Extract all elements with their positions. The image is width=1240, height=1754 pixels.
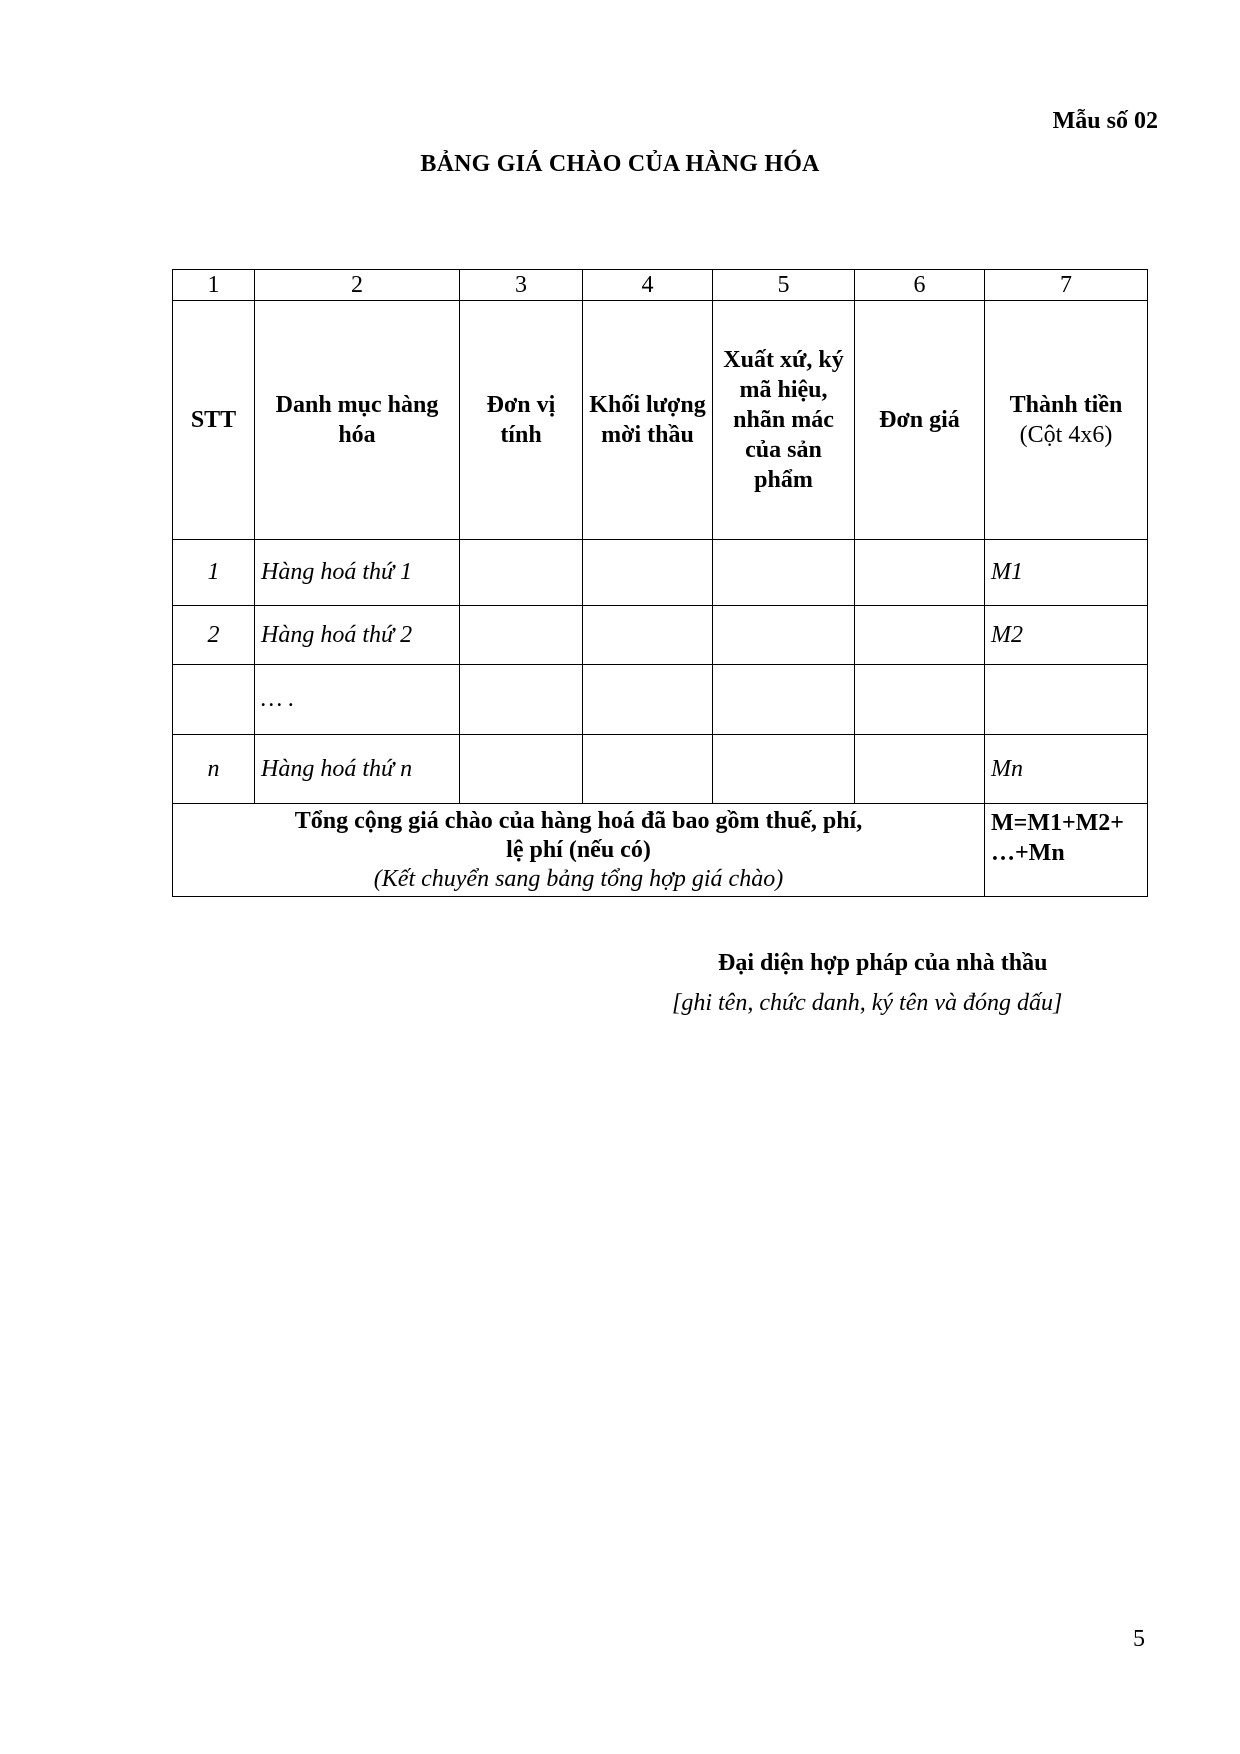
header-unit-price: Đơn giá bbox=[855, 301, 985, 540]
row-origin bbox=[713, 735, 855, 804]
row-quantity bbox=[583, 735, 713, 804]
total-label bbox=[173, 804, 985, 897]
row-quantity bbox=[583, 665, 713, 735]
header-amount bbox=[985, 301, 1148, 540]
row-amount: M2 bbox=[985, 606, 1148, 665]
total-row bbox=[173, 804, 1148, 897]
row-stt: 1 bbox=[173, 540, 255, 606]
header-stt: STT bbox=[173, 301, 255, 540]
column-number: 5 bbox=[713, 270, 855, 301]
price-table bbox=[172, 269, 1148, 897]
column-number: 6 bbox=[855, 270, 985, 301]
header-quantity: Khối lượng mời thầu bbox=[583, 301, 713, 540]
column-number: 7 bbox=[985, 270, 1148, 301]
column-number: 2 bbox=[255, 270, 460, 301]
table-row bbox=[173, 735, 1148, 804]
total-label-line: lệ phí (nếu có) bbox=[506, 836, 651, 863]
row-item: Hàng hoá thứ n bbox=[255, 735, 460, 804]
signature-note: [ghi tên, chức danh, ký tên và đóng dấu] bbox=[672, 990, 1063, 1016]
total-label-note: (Kết chuyển sang bảng tổng hợp giá chào) bbox=[373, 865, 784, 892]
form-number: Mẫu số 02 bbox=[1052, 108, 1158, 134]
row-amount bbox=[985, 665, 1148, 735]
table-row bbox=[173, 606, 1148, 665]
row-quantity bbox=[583, 606, 713, 665]
row-origin bbox=[713, 540, 855, 606]
row-unit-price bbox=[855, 735, 985, 804]
total-value bbox=[985, 804, 1148, 897]
row-unit bbox=[460, 606, 583, 665]
row-item: Hàng hoá thứ 2 bbox=[255, 606, 460, 665]
row-quantity bbox=[583, 540, 713, 606]
header-amount-note: (Cột 4x6) bbox=[1019, 422, 1113, 448]
column-number: 4 bbox=[583, 270, 713, 301]
row-item: Hàng hoá thứ 1 bbox=[255, 540, 460, 606]
header-unit: Đơn vị tính bbox=[460, 301, 583, 540]
row-unit-price bbox=[855, 540, 985, 606]
row-origin bbox=[713, 665, 855, 735]
row-unit-price bbox=[855, 665, 985, 735]
column-number: 1 bbox=[173, 270, 255, 301]
header-origin: Xuất xứ, ký mã hiệu, nhãn mác của sản phẩm bbox=[713, 301, 855, 540]
column-number-row bbox=[173, 270, 1148, 301]
row-stt: n bbox=[173, 735, 255, 804]
header-amount-label: Thành tiền bbox=[1009, 392, 1123, 418]
document-title: BẢNG GIÁ CHÀO CỦA HÀNG HÓA bbox=[420, 151, 820, 177]
row-stt bbox=[173, 665, 255, 735]
page-number: 5 bbox=[1133, 1626, 1145, 1652]
row-unit bbox=[460, 540, 583, 606]
row-unit bbox=[460, 735, 583, 804]
row-origin bbox=[713, 606, 855, 665]
header-row bbox=[173, 301, 1148, 540]
total-label-line: Tổng cộng giá chào của hàng hoá đã bao gồm thuế, phí, bbox=[294, 807, 863, 834]
row-item: … . bbox=[255, 665, 460, 735]
header-item-list: Danh mục hàng hóa bbox=[255, 301, 460, 540]
row-amount: M1 bbox=[985, 540, 1148, 606]
column-number: 3 bbox=[460, 270, 583, 301]
row-stt: 2 bbox=[173, 606, 255, 665]
total-value-line: M=M1+M2+ bbox=[991, 810, 1124, 836]
table-row bbox=[173, 665, 1148, 735]
row-unit-price bbox=[855, 606, 985, 665]
table-row bbox=[173, 540, 1148, 606]
total-value-line: …+Mn bbox=[991, 840, 1065, 866]
signature-title: Đại diện hợp pháp của nhà thầu bbox=[718, 950, 1048, 976]
row-unit bbox=[460, 665, 583, 735]
row-amount: Mn bbox=[985, 735, 1148, 804]
